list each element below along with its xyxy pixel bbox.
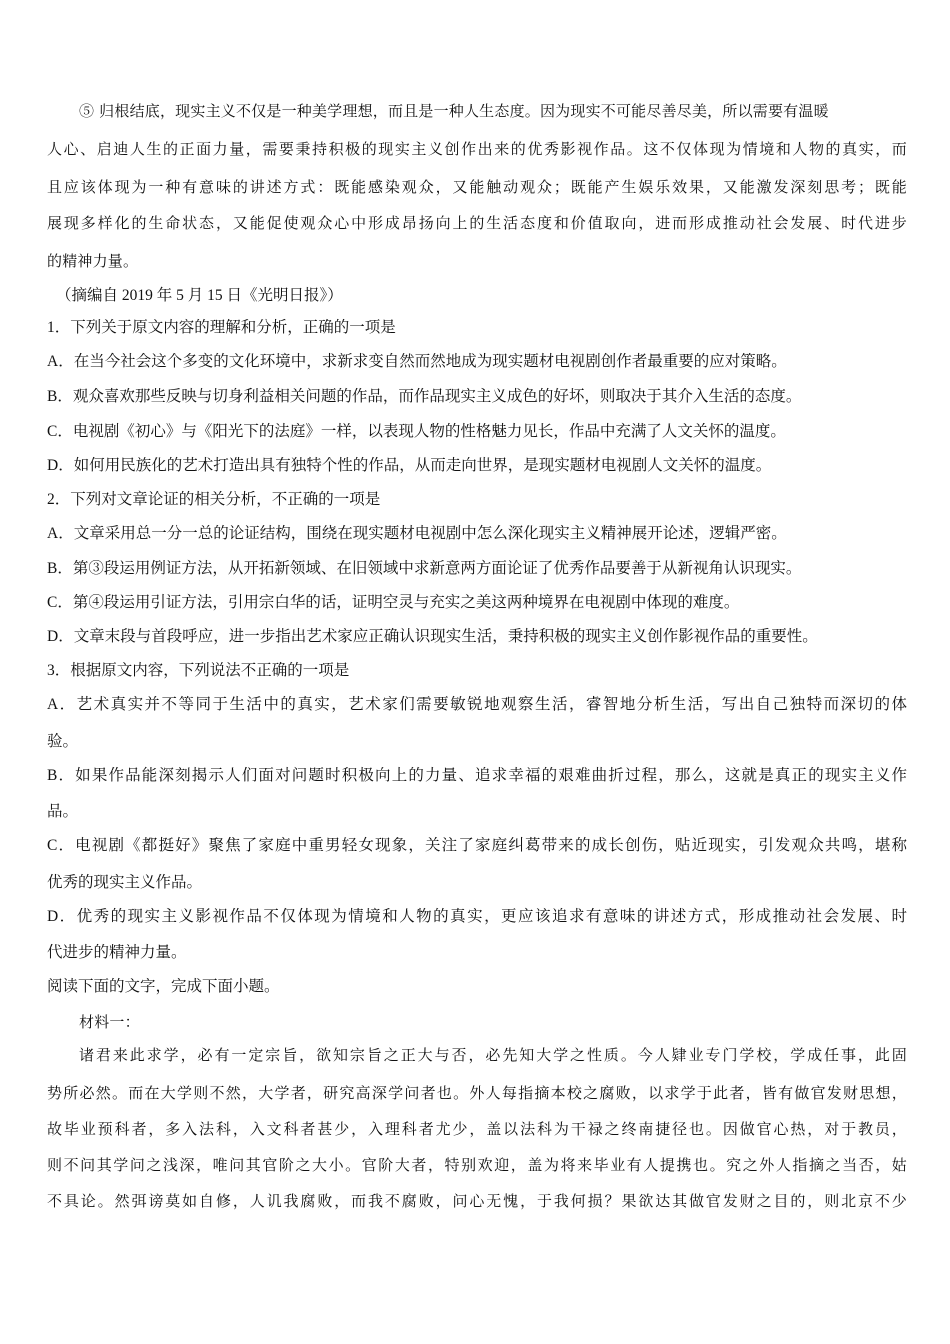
material-line-2: 势所必然。而在大学则不然，大学者，研究高深学问者也。外人每指摘本校之腐败，以求学于此者，皆有做官发财思想，: [47, 1084, 907, 1102]
question-3-option-b-cont: 品。: [47, 803, 79, 820]
passage-paragraph-5-line-3: 且应该体现为一种有意味的讲述方式：既能感染观众，又能触动观众；既能产生娱乐效果，又能激发深刻思考；既能: [47, 178, 907, 196]
material-line-5: 不具论。然弭谤莫如自修，人讥我腐败，而我不腐败，问心无愧，于我何损？果欲达其做官发财之目的，则北京不少: [47, 1192, 907, 1210]
question-1-option-a: A．在当今社会这个多变的文化环境中，求新求变自然而然地成为现实题材电视剧创作者最重要的应对策略。: [47, 353, 787, 370]
question-3-stem: 3．根据原文内容，下列说法不正确的一项是: [47, 662, 350, 679]
passage-paragraph-5-line-4: 展现多样化的生命状态，又能促使观众心中形成昂扬向上的生活态度和价值取向，进而形成推动社会发展、时代进步: [47, 214, 907, 232]
question-3-option-d: D．优秀的现实主义影视作品不仅体现为情境和人物的真实，更应该追求有意味的讲述方式，形成推动社会发展、时: [47, 908, 907, 925]
question-2-option-d: D．文章末段与首段呼应，进一步指出艺术家应正确认识现实生活，秉持积极的现实主义创作影视作品的重要性。: [47, 628, 818, 645]
question-3-option-c: C．电视剧《都挺好》聚焦了家庭中重男轻女现象，关注了家庭纠葛带来的成长创伤，贴近现实，引发观众共鸣，堪称: [47, 837, 907, 854]
passage-paragraph-5-line-1: ⑤ 归根结底，现实主义不仅是一种美学理想，而且是一种人生态度。因为现实不可能尽善尽美，所以需要有温暖: [79, 102, 829, 120]
question-3-option-d-cont: 代进步的精神力量。: [47, 944, 187, 961]
passage-paragraph-5-line-2: 人心、启迪人生的正面力量，需要秉持积极的现实主义创作出来的优秀影视作品。这不仅体现为情境和人物的真实，而: [47, 140, 907, 158]
material-line-3: 故毕业预科者，多入法科，入文科者甚少，入理科者尤少，盖以法科为干禄之终南捷径也。因做官心热，对于教员，: [47, 1120, 907, 1138]
passage-paragraph-5-line-5: 的精神力量。: [47, 252, 139, 270]
material-label: 材料一：: [79, 1013, 140, 1031]
source-citation: （摘编自 2019 年 5 月 15 日《光明日报》）: [56, 287, 343, 304]
question-2-option-c: C．第④段运用引证方法，引用宗白华的话，证明空灵与充实之美这两种境界在电视剧中体现的难度。: [47, 594, 740, 611]
question-1-stem: 1．下列关于原文内容的理解和分析，正确的一项是: [47, 319, 396, 336]
question-1-option-b: B．观众喜欢那些反映与切身利益相关问题的作品，而作品现实主义成色的好坏，则取决于其介入生活的态度。: [47, 388, 802, 405]
question-2-option-b: B．第③段运用例证方法，从开拓新领域、在旧领域中求新意两方面论证了优秀作品要善于从新视角认识现实。: [47, 560, 802, 577]
question-2-option-a: A．文章采用总一分一总的论证结构，围绕在现实题材电视剧中怎么深化现实主义精神展开论述，逻辑严密。: [47, 525, 787, 542]
question-3-option-a: A．艺术真实并不等同于生活中的真实，艺术家们需要敏锐地观察生活，睿智地分析生活，写出自己独特而深切的体: [47, 696, 907, 713]
question-3-option-b: B．如果作品能深刻揭示人们面对问题时积极向上的力量、追求幸福的艰难曲折过程，那么，这就是真正的现实主义作: [47, 767, 907, 784]
question-3-option-c-cont: 优秀的现实主义作品。: [47, 874, 203, 891]
question-3-option-a-cont: 验。: [47, 733, 79, 750]
question-1-option-d: D．如何用民族化的艺术打造出具有独特个性的作品，从而走向世界，是现实题材电视剧人文关怀的温度。: [47, 457, 772, 474]
reading-instruction: 阅读下面的文字，完成下面小题。: [47, 978, 280, 995]
question-2-stem: 2．下列对文章论证的相关分析，不正确的一项是: [47, 491, 381, 508]
material-line-4: 则不问其学问之浅深，唯问其官阶之大小。官阶大者，特别欢迎，盖为将来毕业有人提携也。究之外人指摘之当否，姑: [47, 1156, 907, 1174]
material-line-1: 诸君来此求学，必有一定宗旨，欲知宗旨之正大与否，必先知大学之性质。今人肄业专门学校，学成任事，此固: [79, 1046, 907, 1064]
question-1-option-c: C．电视剧《初心》与《阳光下的法庭》一样，以表现人物的性格魅力见长，作品中充满了人文关怀的温度。: [47, 423, 786, 440]
